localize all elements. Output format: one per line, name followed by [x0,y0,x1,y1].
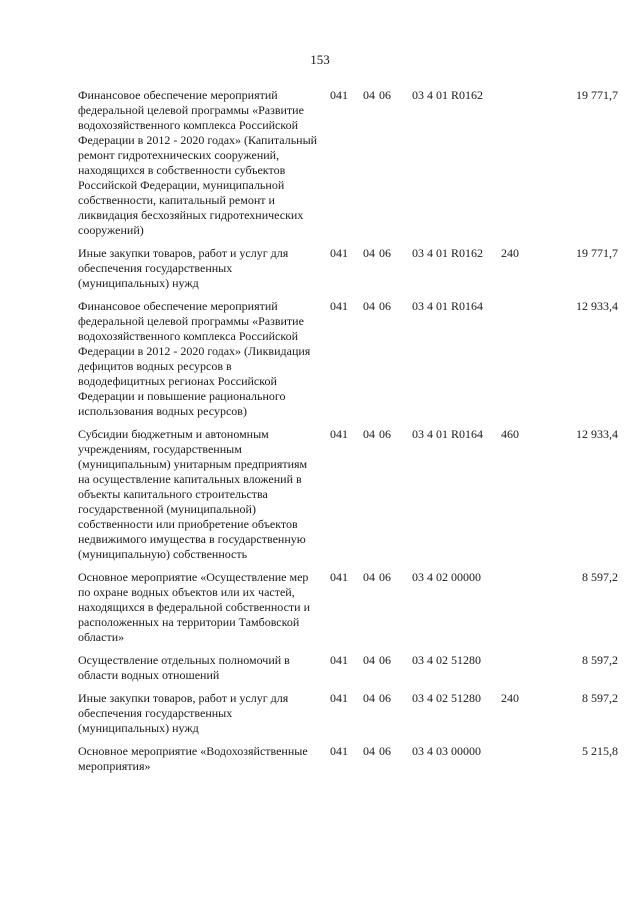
row-amount: 5 215,8 [582,744,618,758]
row-section-code: 04 [363,691,375,705]
row-subsection-code: 06 [379,744,391,758]
row-description: Основное мероприятие «Осуществление мер по охране водных объектов или их частей, находящихся в федеральной собственности и расположенных на территории Тамбовской области» [78,570,310,644]
table-row [78,744,618,774]
table-row [78,570,618,645]
row-subsection-code: 06 [379,570,391,584]
row-description: Основное мероприятие «Водохозяйственные мероприятия» [78,744,308,773]
row-section-code: 04 [363,570,375,584]
row-section-code: 04 [363,299,375,313]
row-section-code: 04 [363,246,375,260]
table-row [78,427,618,562]
row-expense-type: 460 [501,427,519,441]
row-subsection-code: 06 [379,427,391,441]
row-section-code: 04 [363,653,375,667]
page-number: 153 [310,52,330,67]
row-subsection-code: 06 [379,246,391,260]
row-amount: 8 597,2 [582,653,618,667]
row-target-code: 03 4 03 00000 [412,744,481,758]
row-amount: 19 771,7 [576,246,618,260]
row-amount: 12 933,4 [576,427,618,441]
row-admin-code: 041 [330,691,348,705]
row-section-code: 04 [363,427,375,441]
row-description: Финансовое обеспечение мероприятий федеральной целевой программы «Развитие водохозяйственного комплекса Российской Федерации в 2012 - 2020 годах» (Ликвидация дефицитов водных ресурсов в вододефицитных регионах Российской Федерации и повышение рационального использования водных ресурсов) [78,299,311,418]
table-row [78,299,618,419]
row-section-code: 04 [363,744,375,758]
row-amount: 19 771,7 [576,88,618,102]
row-amount: 8 597,2 [582,570,618,584]
row-target-code: 03 4 01 R0164 [412,299,484,313]
budget-table [78,88,618,782]
row-expense-type: 240 [501,246,519,260]
row-amount: 12 933,4 [576,299,618,313]
row-admin-code: 041 [330,570,348,584]
row-subsection-code: 06 [379,653,391,667]
row-description: Иные закупки товаров, работ и услуг для обеспечения государственных (муниципальных) нужд [78,691,289,735]
row-target-code: 03 4 02 00000 [412,570,481,584]
row-admin-code: 041 [330,299,348,313]
table-row [78,88,618,238]
row-target-code: 03 4 01 R0162 [412,88,484,102]
row-admin-code: 041 [330,653,348,667]
row-section-code: 04 [363,88,375,102]
row-admin-code: 041 [330,427,348,441]
row-description: Осуществление отдельных полномочий в области водных отношений [78,653,290,682]
row-description: Иные закупки товаров, работ и услуг для обеспечения государственных (муниципальных) нужд [78,246,289,290]
row-target-code: 03 4 02 51280 [412,691,481,705]
row-subsection-code: 06 [379,691,391,705]
row-target-code: 03 4 02 51280 [412,653,481,667]
row-amount: 8 597,2 [582,691,618,705]
table-row [78,246,618,291]
table-row [78,653,618,683]
row-admin-code: 041 [330,246,348,260]
row-target-code: 03 4 01 R0164 [412,427,484,441]
row-target-code: 03 4 01 R0162 [412,246,484,260]
row-description: Субсидии бюджетным и автономным учреждениям, государственным (муниципальным) унитарным предприятиям на осуществление капитальных вложений в объекты капитального строительства государственной (муниципальной) собственности или приобретение объектов недвижимого имущества в государственную (муниципальную) собственность [78,427,308,561]
row-description: Финансовое обеспечение мероприятий федеральной целевой программы «Развитие водохозяйственного комплекса Российской Федерации в 2012 - 2020 годах» (Капитальный ремонт гидротехнических сооружений, находящихся в собственности субъектов Российской Федерации, муниципальной собственности, капитальный ремонт и ликвидация бесхозяйных гидротехнических сооружений) [78,88,318,237]
row-admin-code: 041 [330,744,348,758]
table-row [78,691,618,736]
row-subsection-code: 06 [379,88,391,102]
row-admin-code: 041 [330,88,348,102]
row-subsection-code: 06 [379,299,391,313]
row-expense-type: 240 [501,691,519,705]
